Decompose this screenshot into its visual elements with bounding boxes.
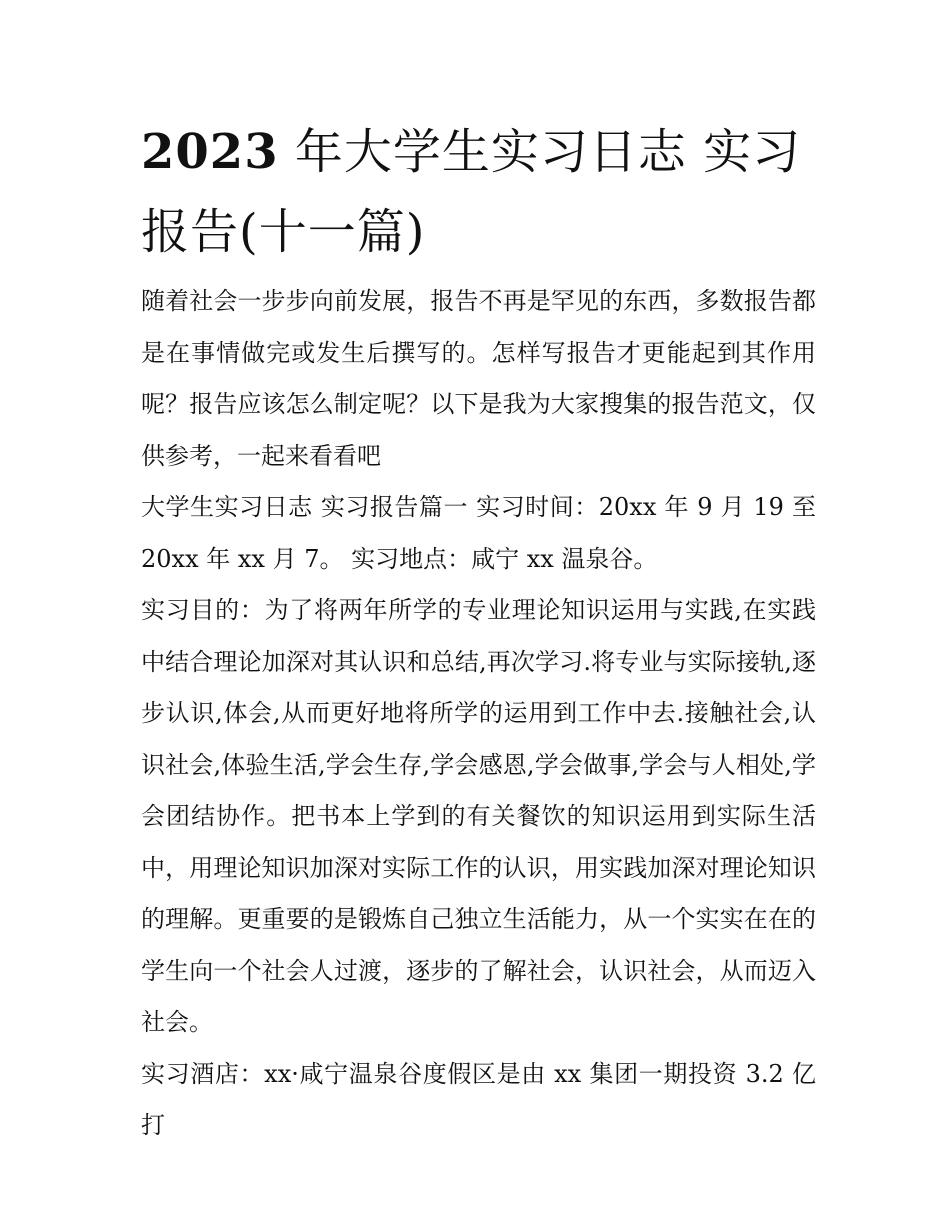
document-title xyxy=(141,112,821,272)
internship-time-place-paragraph: 大学生实习日志 实习报告篇一 实习时间：20xx 年 9 月 19 至 20xx 年 xx 月 7。 实习地点：咸宁 xx 温泉谷。 xyxy=(141,493,816,573)
intro-paragraph: 随着社会一步步向前发展，报告不再是罕见的东西，多数报告都是在事情做完或发生后撰写的。怎样写报告才更能起到其作用呢？报告应该怎么制定呢？以下是我为大家搜集的报告范文，仅供参考，一起来看看吧 xyxy=(141,287,816,470)
document-body xyxy=(141,276,816,1152)
title-year: 2023 xyxy=(141,124,279,180)
internship-hotel-paragraph: 实习酒店：xx·咸宁温泉谷度假区是由 xx 集团一期投资 3.2 亿打 xyxy=(141,1059,816,1139)
internship-purpose-paragraph: 实习目的：为了将两年所学的专业理论知识运用与实践,在实践中结合理论加深对其认识和总结,再次学习.将专业与实际接轨,逐步认识,体会,从而更好地将所学的运用到工作中去.接触社会,认识社会,体验生活,学会生存,学会感恩,学会做事,学会与人相处,学会团结协作。把书本上学到的有关餐饮的知识运用到实际生活中，用理论知识加深对实际工作的认识，用实践加深对理论知识的理解。更重要的是锻炼自己独立生活能力，从一个实实在在的学生向一个社会人过渡，逐步的了解社会，认识社会，从而迈入社会。 xyxy=(141,596,816,1036)
title-text: 年大学生实习日志 实习报告(十一篇) xyxy=(141,124,802,260)
